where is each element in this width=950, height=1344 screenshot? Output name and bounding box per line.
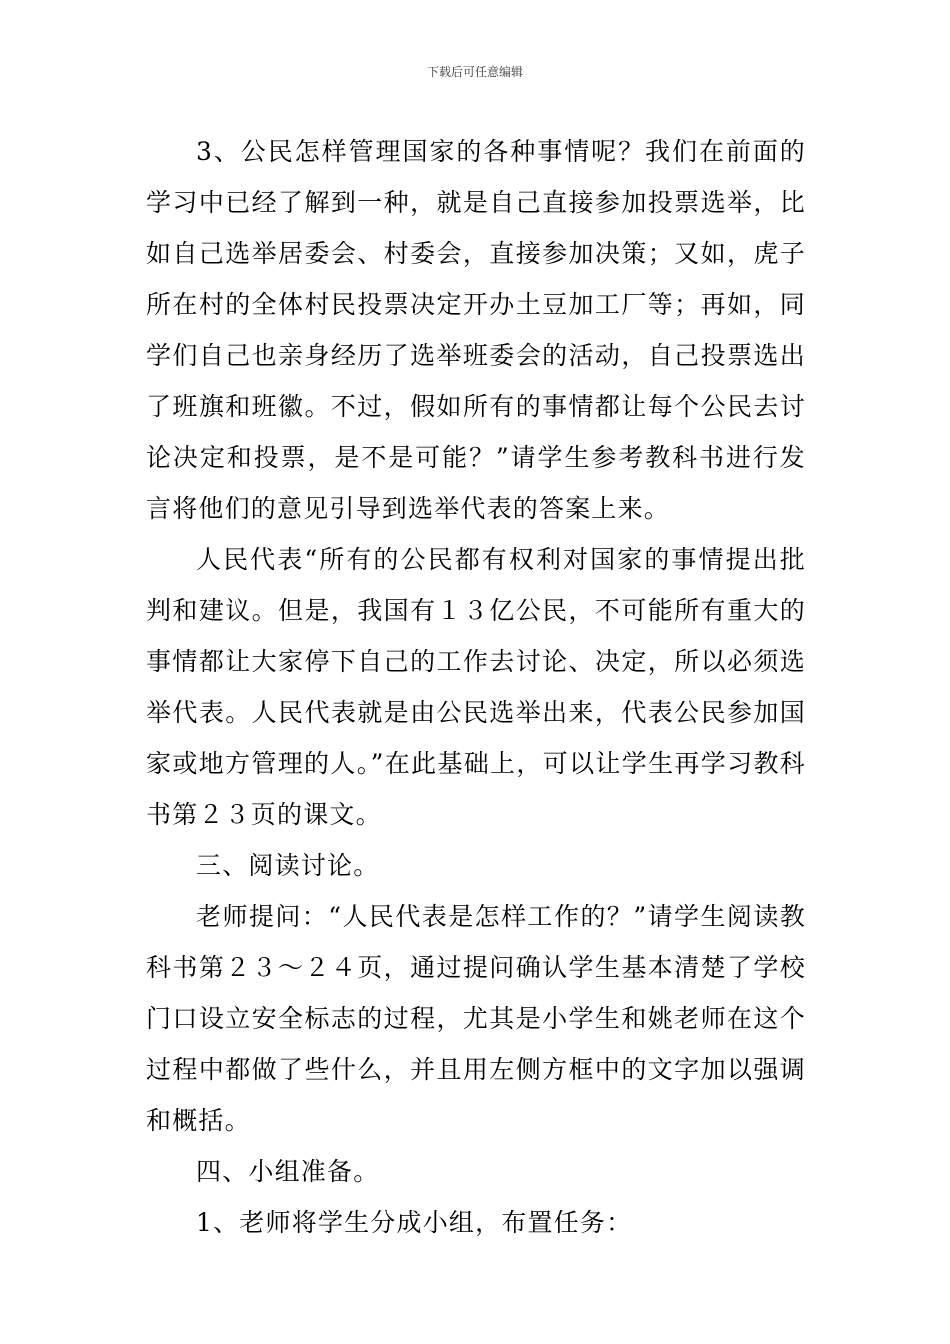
section-heading-reading-discussion: 三、阅读讨论。	[196, 851, 380, 880]
paragraph-teacher-question: 老师提问：“人民代表是怎样工作的？”请学生阅读教科书第２３～２４页，通过提问确认学生基本清楚了学校门口设立安全标志的过程，尤其是小学生和姚老师在这个过程中都做了些什么，并且用左侧方框中的文字加以强调和概括。	[146, 902, 806, 1135]
paragraph-people-representatives: 人民代表“所有的公民都有权利对国家的事情提出批判和建议。但是，我国有１３亿公民，不可能所有重大的事情都让大家停下自己的工作去讨论、决定，所以必须选举代表。人民代表就是由公民选举出来，代表公民参加国家或地方管理的人。”在此基础上，可以让学生再学习教科书第２３页的课文。	[146, 545, 806, 829]
paragraph-group-task: 1、老师将学生分成小组，布置任务：	[196, 1208, 633, 1237]
page-header: 下载后可任意编辑	[426, 65, 523, 79]
document-body	[146, 126, 806, 1248]
section-heading-group-preparation: 四、小组准备。	[196, 1157, 380, 1186]
paragraph-voting-question: 3、公民怎样管理国家的各种事情呢？我们在前面的学习中已经了解到一种，就是自己直接参加投票选举，比如自己选举居委会、村委会，直接参加决策；又如，虎子所在村的全体村民投票决定开办土豆加工厂等；再如，同学们自己也亲身经历了选举班委会的活动，自己投票选出了班旗和班徽。不过，假如所有的事情都让每个公民去讨论决定和投票，是不是可能？”请学生参考教科书进行发言将他们的意见引导到选举代表的答案上来。	[146, 137, 806, 523]
